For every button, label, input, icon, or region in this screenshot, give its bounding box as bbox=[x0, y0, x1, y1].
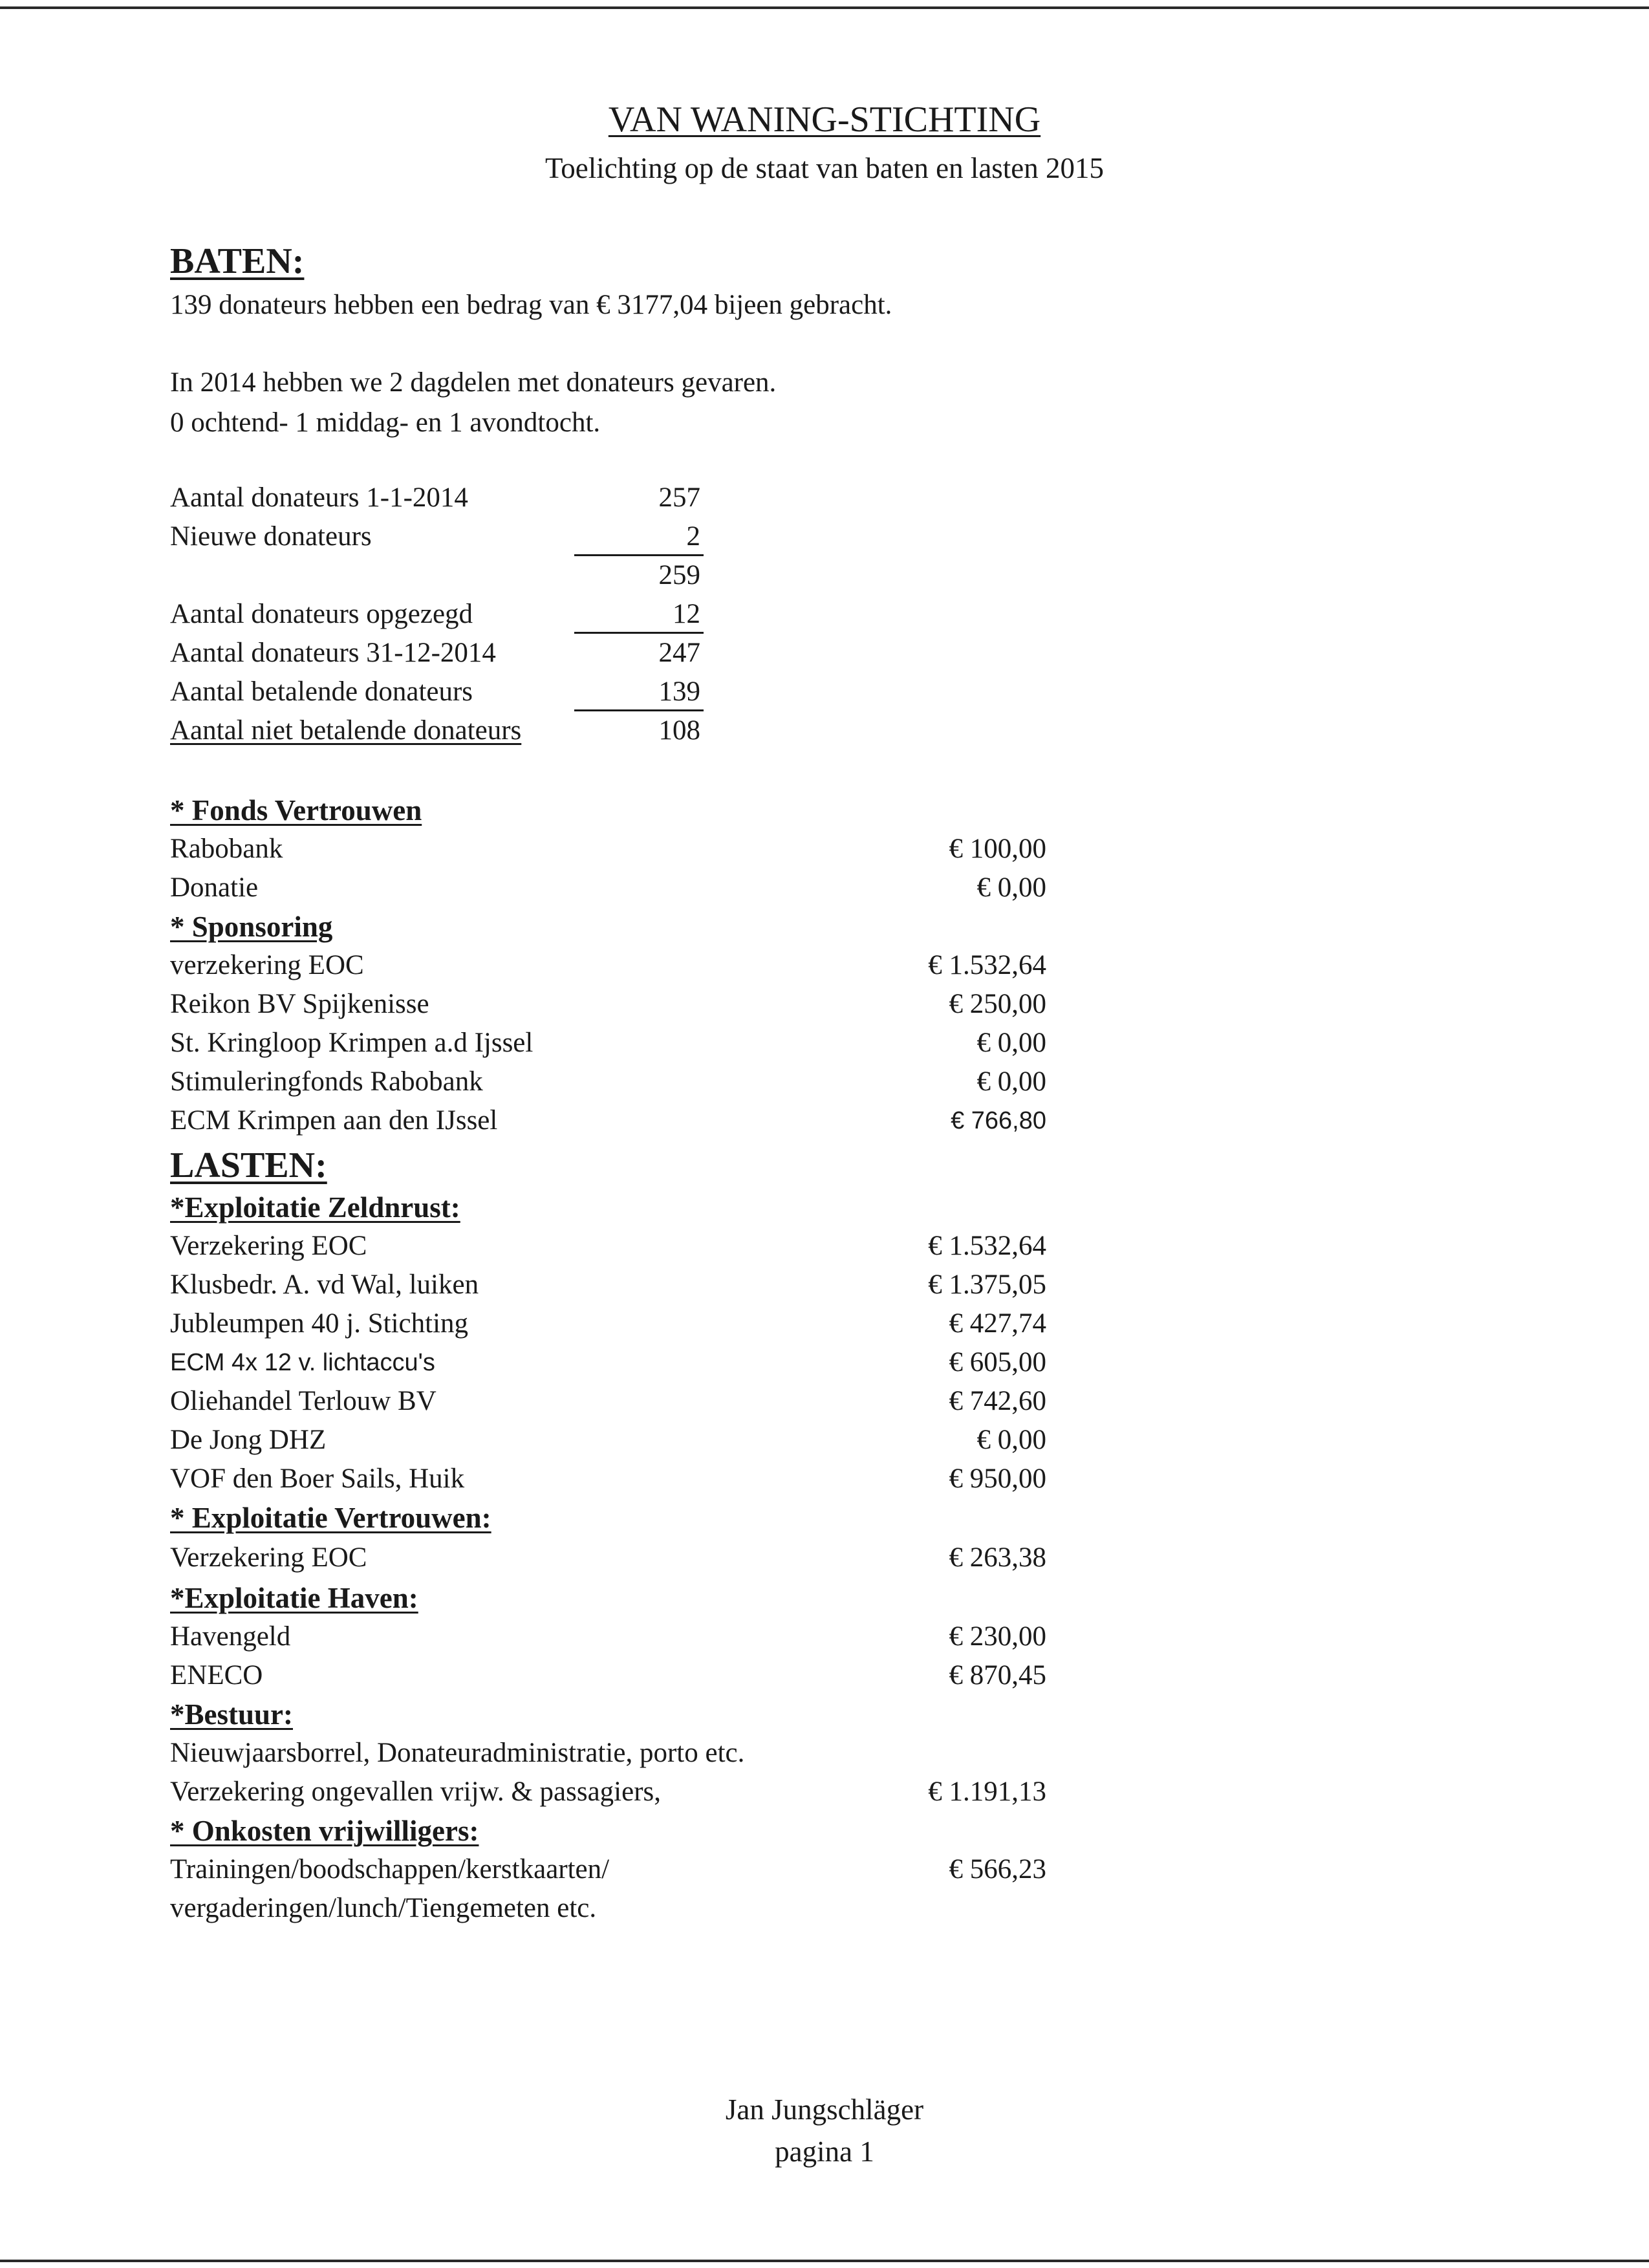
ledger-label: Verzekering EOC bbox=[170, 1542, 367, 1573]
lasten-heading: LASTEN: bbox=[170, 1145, 327, 1185]
ledger-row bbox=[170, 1850, 1046, 1889]
bestuur-heading: *Bestuur: bbox=[170, 1698, 293, 1731]
ledger-row bbox=[170, 985, 1046, 1024]
ledger-label: ENECO bbox=[170, 1660, 263, 1690]
ledger-amount: € 100,00 bbox=[949, 834, 1046, 864]
intro-line: In 2014 hebben we 2 dagdelen met donateurs gevaren. bbox=[170, 367, 777, 398]
ledger-amount: € 250,00 bbox=[949, 989, 1046, 1019]
donateurs-label: Aantal niet betalende donateurs bbox=[170, 715, 522, 746]
intro-line: 139 donateurs hebben een bedrag van € 3177,04 bijeen gebracht. bbox=[170, 290, 892, 320]
ledger-amount: € 230,00 bbox=[949, 1621, 1046, 1652]
footer-author: Jan Jungschläger bbox=[725, 2093, 924, 2126]
ledger-label: Nieuwjaarsborrel, Donateuradministratie, porto etc. bbox=[170, 1738, 745, 1768]
donateurs-row bbox=[170, 711, 700, 750]
ledger-amount: € 742,60 bbox=[949, 1386, 1046, 1416]
ledger-label: Havengeld bbox=[170, 1621, 291, 1652]
ledger-row bbox=[170, 1421, 1046, 1460]
sponsoring-heading: * Sponsoring bbox=[170, 911, 333, 943]
donateurs-label: Nieuwe donateurs bbox=[170, 521, 372, 552]
ledger-row bbox=[170, 869, 1046, 907]
ledger-amount: € 1.532,64 bbox=[928, 1231, 1046, 1261]
ledger-row bbox=[170, 1304, 1046, 1343]
donateurs-value: 139 bbox=[658, 676, 700, 707]
ledger-amount: € 0,00 bbox=[976, 1028, 1046, 1058]
donateurs-value: 257 bbox=[658, 482, 700, 513]
ledger-amount: € 566,23 bbox=[949, 1854, 1046, 1885]
ledger-label: VOF den Boer Sails, Huik bbox=[170, 1463, 465, 1494]
ledger-label: Klusbedr. A. vd Wal, luiken bbox=[170, 1269, 479, 1300]
ledger-label: Reikon BV Spijkenisse bbox=[170, 989, 429, 1019]
donateurs-label: Aantal donateurs opgezegd bbox=[170, 599, 473, 629]
baten-heading: BATEN: bbox=[170, 241, 305, 281]
ledger-amount: € 950,00 bbox=[949, 1463, 1046, 1494]
donateurs-value: 12 bbox=[673, 599, 700, 629]
ledger-label: ECM Krimpen aan den IJssel bbox=[170, 1105, 498, 1136]
ledger-label: Verzekering ongevallen vrijw. & passagiers, bbox=[170, 1777, 662, 1807]
ledger-label: vergaderingen/lunch/Tiengemeten etc. bbox=[170, 1893, 597, 1923]
intro-line: 0 ochtend- 1 middag- en 1 avondtocht. bbox=[170, 407, 601, 438]
ledger-amount: € 605,00 bbox=[949, 1347, 1046, 1377]
ledger-row bbox=[170, 1460, 1046, 1498]
donateurs-label: Aantal donateurs 31-12-2014 bbox=[170, 638, 496, 668]
footer-page-number: pagina 1 bbox=[775, 2135, 874, 2168]
ledger-row bbox=[170, 1382, 1046, 1421]
ledger-amount: € 766,80 bbox=[951, 1107, 1046, 1134]
donateurs-value: 108 bbox=[658, 715, 700, 746]
donateurs-row bbox=[170, 556, 700, 595]
ledger-amount: € 0,00 bbox=[976, 1425, 1046, 1455]
ledger-row bbox=[170, 1266, 1046, 1304]
donateurs-row bbox=[170, 673, 700, 711]
donateurs-row bbox=[170, 517, 700, 556]
ledger-label: Trainingen/boodschappen/kerstkaarten/ bbox=[170, 1854, 610, 1885]
ledger-row bbox=[170, 1024, 1046, 1063]
ledger-label: St. Kringloop Krimpen a.d Ijssel bbox=[170, 1028, 534, 1058]
donateurs-label: Aantal betalende donateurs bbox=[170, 676, 473, 707]
ledger-label: Donatie bbox=[170, 872, 259, 903]
donateurs-row bbox=[170, 595, 700, 634]
ledger-row bbox=[170, 1343, 1046, 1382]
ledger-row bbox=[170, 946, 1046, 985]
document-subtitle: Toelichting op de staat van baten en lasten 2015 bbox=[544, 152, 1105, 184]
baten-trips bbox=[170, 363, 776, 443]
ledger-row bbox=[170, 1227, 1046, 1266]
ledger-row bbox=[170, 1101, 1046, 1140]
donateurs-row bbox=[170, 479, 700, 517]
ledger-row bbox=[170, 830, 1046, 869]
ledger-amount: € 263,38 bbox=[949, 1542, 1046, 1573]
ledger-label: ECM 4x 12 v. lichtaccu's bbox=[170, 1349, 435, 1376]
onkosten-vrijwilligers-heading: * Onkosten vrijwilligers: bbox=[170, 1815, 479, 1847]
ledger-row bbox=[170, 1889, 1046, 1928]
ledger-label: Oliehandel Terlouw BV bbox=[170, 1386, 436, 1416]
ledger-amount: € 427,74 bbox=[949, 1308, 1046, 1339]
ledger-label: De Jong DHZ bbox=[170, 1425, 327, 1455]
ledger-label: verzekering EOC bbox=[170, 950, 364, 980]
bottom-edge-line bbox=[0, 2260, 1649, 2262]
donateurs-value: 247 bbox=[658, 638, 700, 668]
ledger-row bbox=[170, 1617, 1046, 1656]
ledger-label: Rabobank bbox=[170, 834, 283, 864]
document-title: VAN WANING-STICHTING bbox=[608, 100, 1041, 140]
ledger-label: Stimuleringfonds Rabobank bbox=[170, 1066, 483, 1097]
ledger-row bbox=[170, 1773, 1046, 1811]
ledger-label: Jubleumpen 40 j. Stichting bbox=[170, 1308, 469, 1339]
fonds-vertrouwen-heading: * Fonds Vertrouwen bbox=[170, 794, 422, 826]
ledger-amount: € 1.191,13 bbox=[928, 1777, 1046, 1807]
ledger-row bbox=[170, 1656, 1046, 1695]
donateurs-value: 259 bbox=[658, 560, 700, 590]
donateurs-label: Aantal donateurs 1-1-2014 bbox=[170, 482, 468, 513]
ledger-row bbox=[170, 1063, 1046, 1101]
baten-intro bbox=[170, 285, 892, 325]
ledger-label: Verzekering EOC bbox=[170, 1231, 367, 1261]
ledger-row bbox=[170, 1539, 1046, 1577]
ledger-amount: € 1.532,64 bbox=[928, 950, 1046, 980]
ledger-amount: € 0,00 bbox=[976, 1066, 1046, 1097]
ledger-amount: € 1.375,05 bbox=[928, 1269, 1046, 1300]
exploitatie-zeldnrust-heading: *Exploitatie Zeldnrust: bbox=[170, 1191, 460, 1224]
donateurs-row bbox=[170, 634, 700, 673]
exploitatie-vertrouwen-heading: * Exploitatie Vertrouwen: bbox=[170, 1502, 491, 1534]
ledger-row bbox=[170, 1734, 1046, 1773]
ledger-amount: € 870,45 bbox=[949, 1660, 1046, 1690]
donateurs-value: 2 bbox=[686, 521, 700, 552]
ledger-amount: € 0,00 bbox=[976, 872, 1046, 903]
top-edge-line bbox=[0, 6, 1649, 9]
exploitatie-haven-heading: *Exploitatie Haven: bbox=[170, 1582, 418, 1614]
